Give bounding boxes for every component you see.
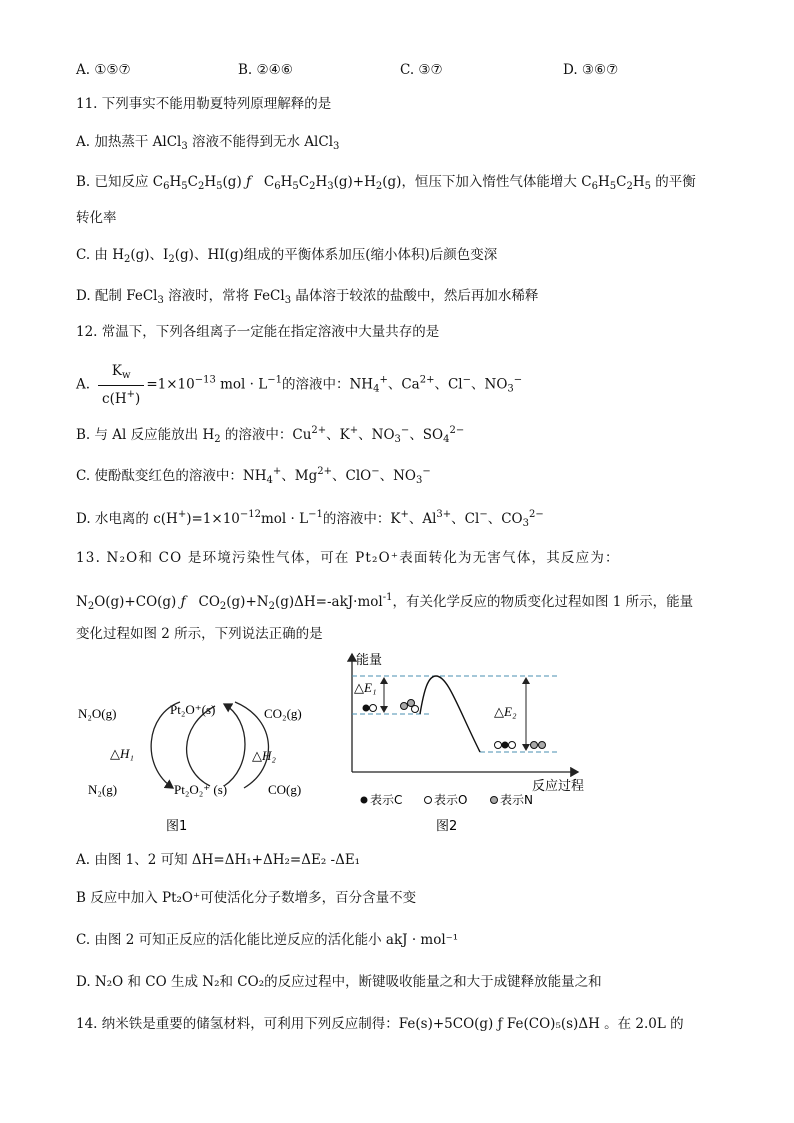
q13-option-c: C. 由图 2 可知正反应的活化能比逆反应的活化能小 akJ · mol⁻¹ <box>76 932 459 948</box>
q13-stem-line3: 变化过程如图 2 所示，下列说法正确的是 <box>76 626 323 642</box>
q11-option-b-cont: 转化率 <box>76 210 117 226</box>
fig1-pt2o-label: Pt₂O⁺(s) <box>170 702 216 717</box>
fig1-n2o-label: N₂O(g) <box>78 706 117 721</box>
q11-option-d: D. 配制 FeCl$_3$ 溶液时，常将 FeCl$_3$ 晶体溶于较浓的盐酸中，然后再加水稀释 <box>76 288 539 306</box>
q13-stem-line1: 13. N₂O和 CO 是环境污染性气体，可在 Pt₂O⁺表面转化为无害气体，其反应为： <box>76 550 620 566</box>
fig1-caption: 图1 <box>166 819 188 834</box>
figure-2-energy-diagram <box>340 648 610 838</box>
fig2-product-c-atom <box>502 742 509 749</box>
q12-stem: 12. 常温下，下列各组离子一定能在指定溶液中大量共存的是 <box>76 324 440 340</box>
q12-option-b: B. 与 Al 反应能放出 $H_2$ 的溶液中：$Cu^{2+}$、K+、$NO_3^-$、$SO_4^{2-}$ <box>76 425 465 445</box>
fig2-legend-c-marker <box>361 797 368 804</box>
fig2-legend-n: 表示N <box>500 793 533 807</box>
q10-option-d: D. ③⑥⑦ <box>563 62 619 78</box>
q12-option-d: D. 水电离的 $c(H^+)=1\times 10^{-12}mol \cdot L^{-1}$的溶液中：K+、$Al^{3+}$、Cl−、$CO_3^{2-}$ <box>76 509 544 529</box>
fig2-de2-label: △E₂ <box>494 704 517 719</box>
q13-option-a: A. 由图 1、2 可知 ΔH=ΔH₁+ΔH₂=ΔE₂ -ΔE₁ <box>76 852 361 868</box>
fig2-reactant-n-atom <box>401 703 408 710</box>
fig2-y-label: 能量 <box>356 653 383 668</box>
fig2-product-n-atom <box>531 742 538 749</box>
fig1-pt2o2-label: Pt₂O₂⁺ (s) <box>174 782 228 797</box>
q10-option-b: B. ②④⑥ <box>238 62 293 78</box>
fig2-legend-o: 表示O <box>434 793 468 807</box>
fig2-caption: 图2 <box>436 819 458 834</box>
q12-option-a: A. $\frac{K_w}{c(H^+)}$ $=1\times 10^{-13}$ mol · $L^{-1}$的溶液中：$NH_4^+$、$Ca^{2+}$、Cl−、$NO_3^-$ <box>76 363 523 407</box>
q11-stem: 11. 下列事实不能用勒夏特列原理解释的是 <box>76 96 332 112</box>
figure-1-cycle-diagram <box>70 690 320 840</box>
fig1-dh2-label: △H₂ <box>252 748 276 763</box>
fig2-legend-c: 表示C <box>370 793 403 807</box>
q10-option-c: C. ③⑦ <box>400 62 443 78</box>
fig2-de1-label: △E₁ <box>354 680 377 695</box>
fig1-n2-label: N₂(g) <box>88 782 118 797</box>
q13-option-b: B 反应中加入 Pt₂O⁺可使活化分子数增多，百分含量不变 <box>76 890 417 906</box>
fig2-reactant-c-atom <box>363 705 370 712</box>
fig2-legend-o-marker <box>425 797 432 804</box>
fig1-inner-left-arc <box>187 706 215 786</box>
q12-option-c: C. 使酚酞变红色的溶液中：$NH_4^+$、$Mg^{2+}$、ClO−、$NO_3^-$ <box>76 466 431 486</box>
q11-option-b: B. 已知反应 $C_6H_5C_2H_5(g)$ ƒ $C_6H_5C_2H_3(g)+H_2(g)$，恒压下加入惰性气体能增大 $C_6H_5C_2H_5$ 的平衡 <box>76 174 696 192</box>
fig2-legend-n-marker <box>491 797 498 804</box>
q10-option-a: A. ①⑤⑦ <box>76 62 131 78</box>
fig1-dh1-label: △H₁ <box>110 746 134 761</box>
fig1-co2-label: CO₂(g) <box>264 706 302 721</box>
q11-option-c: C. 由 $H_2(g)$、$I_2(g)$、HI(g)组成的平衡体系加压(缩小体积)后颜色变深 <box>76 247 498 265</box>
fig1-right-arc-arrow <box>224 704 245 786</box>
q13-stem-line2: $N_2O(g)+CO(g)$ ƒ $CO_2(g)+N_2(g)\Delta H=-akJ\cdot mol^{-1}$，有关化学反应的物质变化过程如图 1 所示，能量 <box>76 592 694 612</box>
fig2-reactant-o-atom <box>370 705 377 712</box>
q14-stem: 14. 纳米铁是重要的储氢材料，可利用下列反应制得：Fe(s)+5CO(g) ƒ Fe(CO)₅(s)ΔH 。在 2.0L 的 <box>76 1016 684 1032</box>
q11-option-a: A. 加热蒸干 AlCl$_3$ 溶液不能得到无水 AlCl$_3$ <box>76 134 340 152</box>
fig1-co-label: CO(g) <box>268 782 302 797</box>
fig2-x-label: 反应过程 <box>532 779 585 794</box>
fig2-product-o-atom <box>495 742 502 749</box>
q13-option-d: D. N₂O 和 CO 生成 N₂和 CO₂的反应过程中，断键吸收能量之和大于成键释放能量之和 <box>76 974 602 990</box>
